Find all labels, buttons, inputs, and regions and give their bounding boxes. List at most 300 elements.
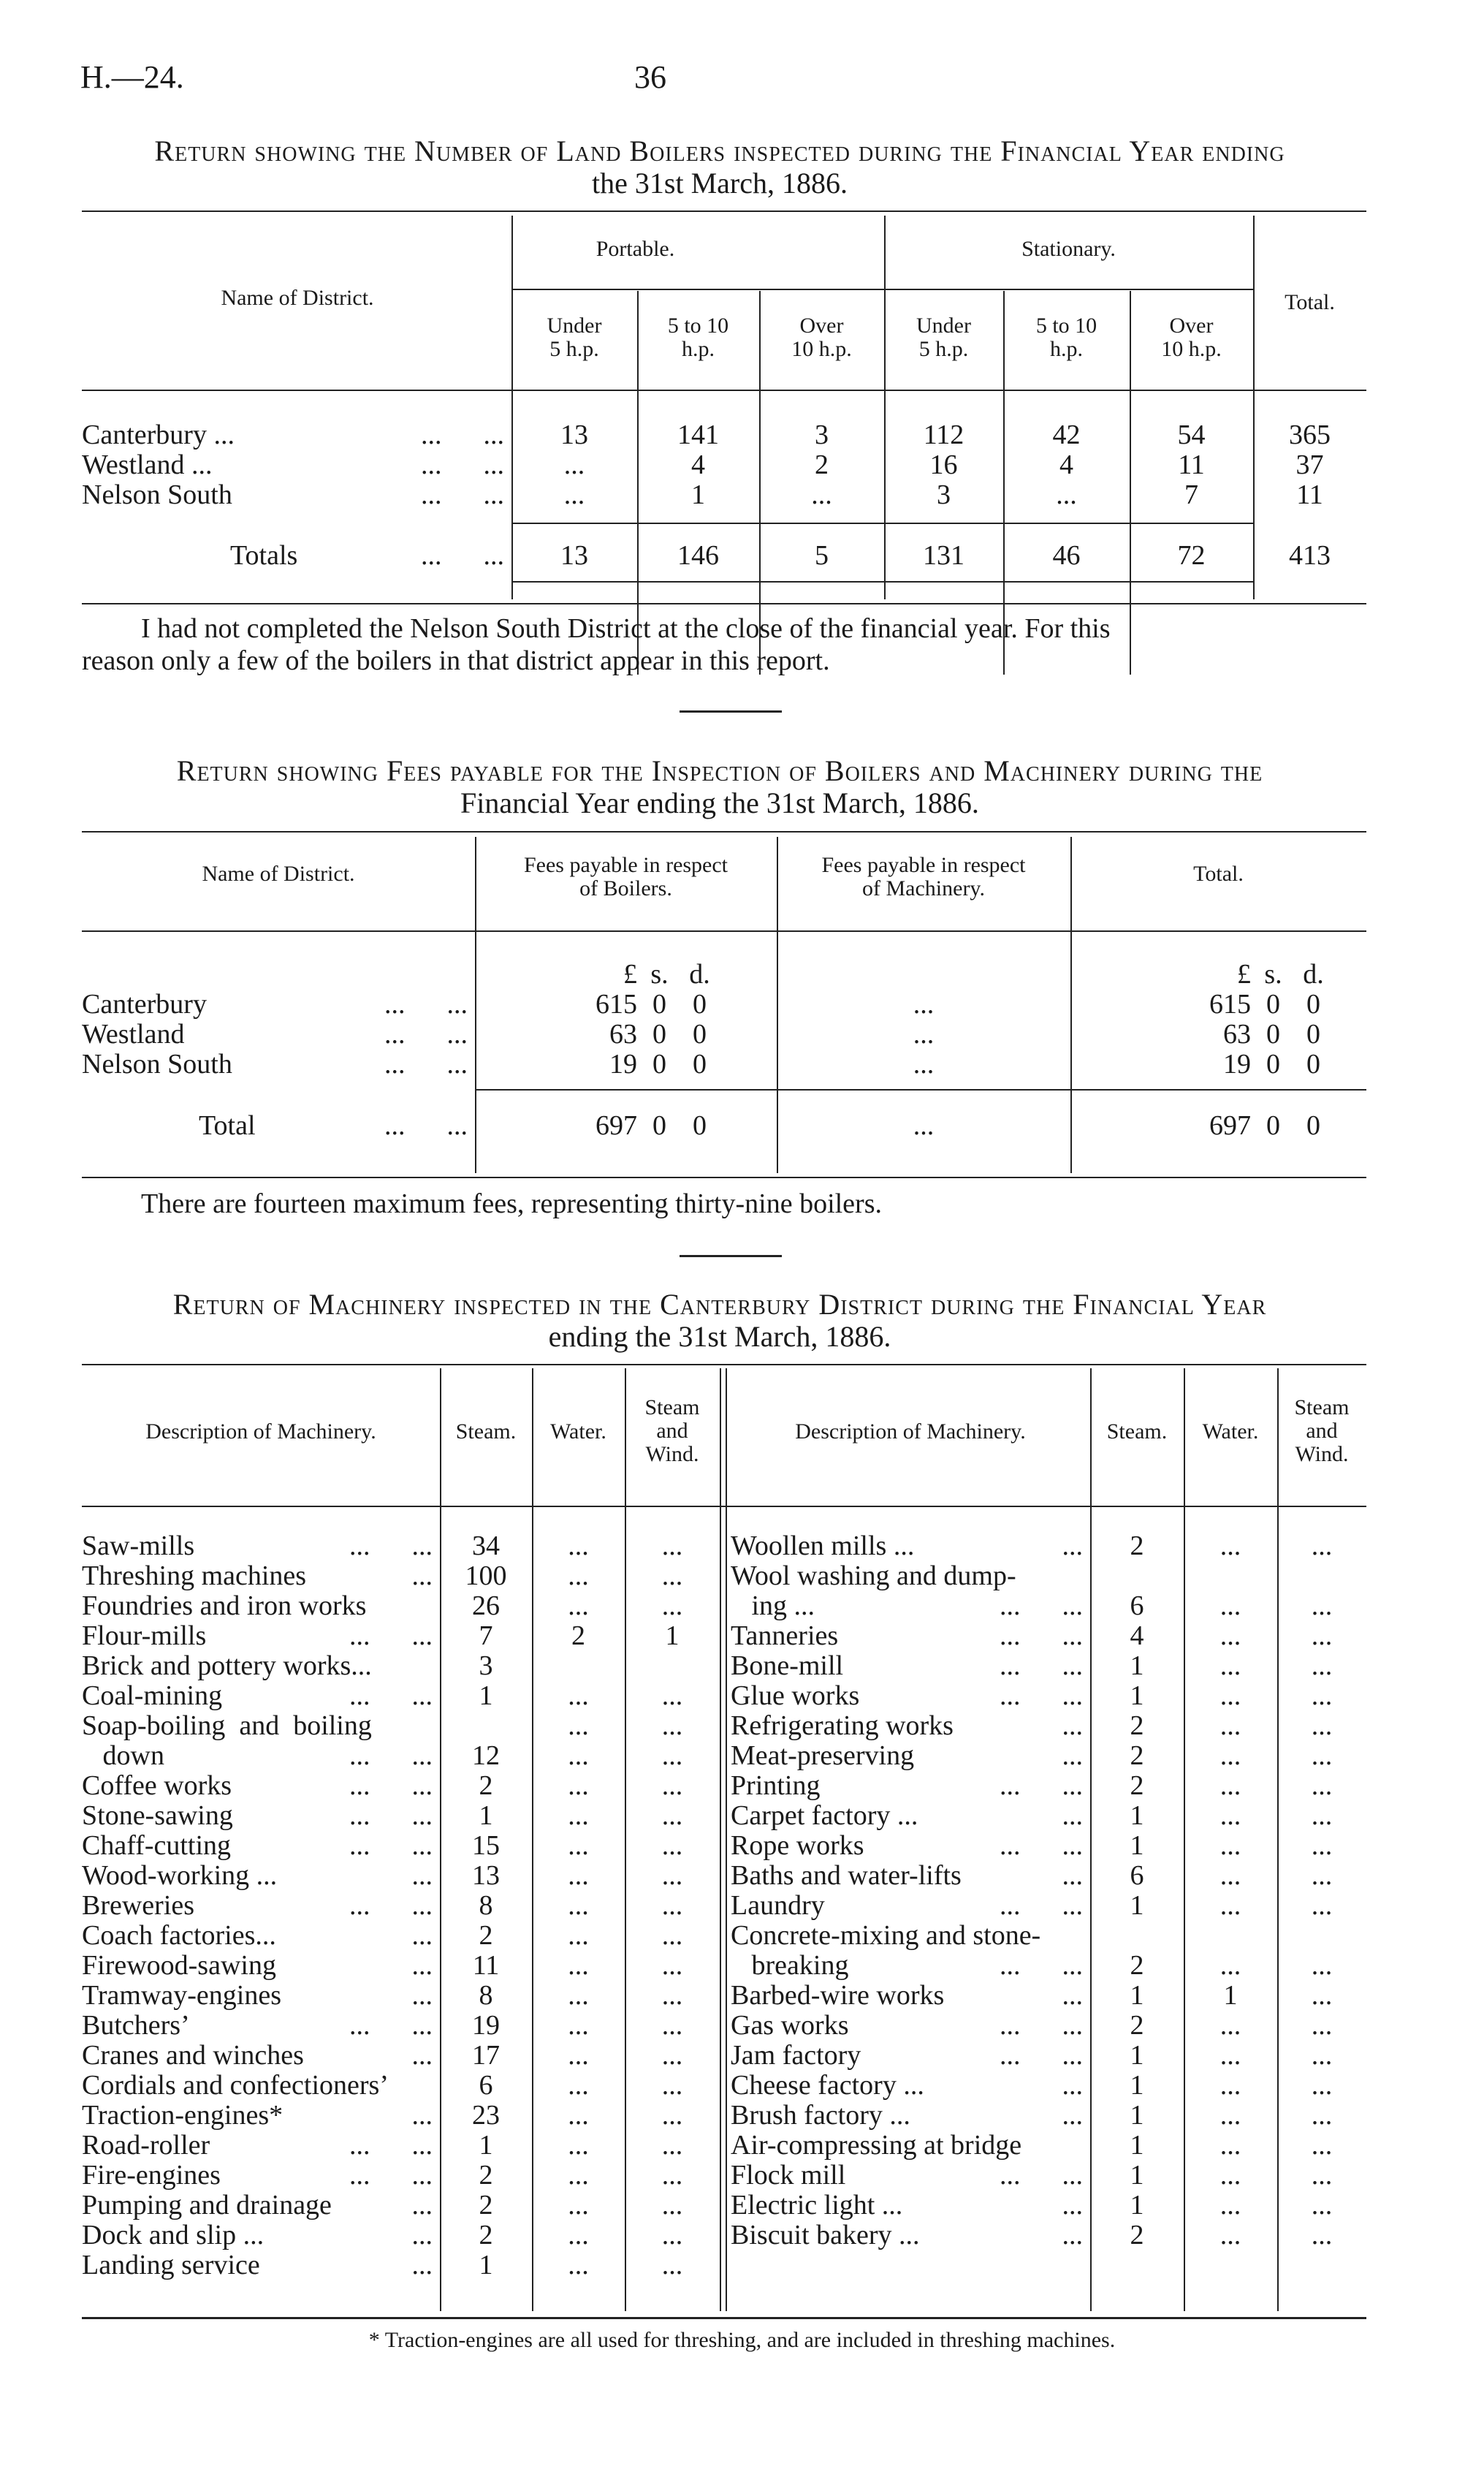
machinery-left-row-water: ... [568,1560,589,1591]
machinery-left-row-steam-wind: ... [661,2220,683,2250]
machinery-left-row-description: Fire-engines [82,2160,221,2191]
machinery-left-row-water: 2 [571,1620,585,1651]
machinery-left-row-leader: ... ... [349,1890,433,1921]
machinery-right-row-steam-wind: ... [1311,1800,1333,1831]
fees-row-pence: 0 [693,1019,707,1050]
boilers-row-district: Westland ... [82,450,213,480]
section-divider [680,710,782,713]
machinery-top-rule [82,1364,1366,1365]
machinery-left-row-description: Coach factories... [82,1920,276,1951]
machinery-left-row-description: Butchers’ [82,2010,190,2041]
fees-row-machinery: ... [913,1019,935,1050]
boilers-title-line2: the 31st March, 1886. [592,167,848,200]
machinery-left-row-description: Threshing machines [82,1560,307,1591]
machinery-left-row-description: Foundries and iron works [82,1590,367,1621]
machinery-left-row-steam-wind: ... [661,1890,683,1921]
machinery-right-row-steam-wind: ... [1311,2220,1333,2250]
fees-row-pounds: 63 [609,1019,637,1050]
fees-row-total-pence: 0 [1306,1049,1320,1080]
machinery-bottom-rule [82,2317,1366,2319]
boilers-cell: 1 [691,479,705,510]
boilers-subheader: h.p. [1050,337,1083,361]
machinery-left-row-water: ... [568,2010,589,2041]
fees-total-machinery: ... [913,1110,935,1141]
machinery-left-row-water: ... [568,1830,589,1861]
machinery-right-row-leader: ... [1062,1531,1083,1561]
machinery-right-row-description: Concrete-mixing and stone- [731,1920,1041,1951]
boilers-col-total: Total. [1285,290,1335,314]
machinery-right-row-description: Glue works [731,1680,860,1711]
machinery-right-row-leader: ... ... [1000,1770,1083,1801]
machinery-left-row-steam: 1 [479,1800,493,1831]
machinery-left-row-description: Tramway-engines [82,1980,281,2011]
machinery-left-row-steam: 2 [479,2220,493,2250]
machinery-right-row-water: ... [1219,1531,1241,1561]
machinery-left-row-steam-wind: ... [661,1950,683,1981]
machinery-right-row-leader: ... ... [1000,1650,1083,1681]
fees-total-shillings: 0 [652,1110,666,1141]
boilers-cell: 3 [815,420,829,450]
machinery-right-row-water: ... [1219,1890,1241,1921]
machinery-left-row-description: Pumping and drainage [82,2190,332,2220]
machinery-left-row-water: ... [568,2040,589,2071]
boilers-col-district: Name of District. [221,286,374,310]
machinery-left-row-water: ... [568,1890,589,1921]
machinery-right-row-steam: 2 [1130,1770,1144,1801]
boilers-cell: 11 [1178,450,1205,480]
machinery-right-row-water: ... [1219,1740,1241,1771]
machinery-left-row-steam-wind: ... [661,1531,683,1561]
boilers-totals-cell: 146 [677,540,719,571]
machinery-right-row-steam: 1 [1130,1800,1144,1831]
fees-row-shillings: 0 [652,989,666,1020]
fees-col-total: Total. [1193,862,1244,886]
machinery-left-row-steam-wind: ... [661,1740,683,1771]
boilers-group-stationary: Stationary. [1021,237,1116,261]
machinery-left-row-description: Cordials and confectioners’ [82,2070,389,2101]
fees-total-label: Total [199,1110,256,1141]
machinery-left-row-steam: 7 [479,1620,493,1651]
boilers-group-portable: Portable. [595,237,675,261]
machinery-left-col-steam: Steam. [455,1419,517,1444]
machinery-left-row-leader: ... ... [349,1620,433,1651]
machinery-right-row-water: ... [1219,1710,1241,1741]
boilers-totals-cell: 72 [1177,540,1206,571]
boilers-totals-cell: 413 [1289,540,1331,571]
fees-row-leader: ... ... [384,989,468,1020]
machinery-left-row-steam-wind: ... [661,1590,683,1621]
fees-col-machinery: Fees payable in respect [821,853,1026,877]
machinery-right-row-water: ... [1219,1680,1241,1711]
machinery-left-row-water: ... [568,1920,589,1951]
boilers-totals-cell: 131 [923,540,964,571]
machinery-right-row-steam-wind: ... [1311,2190,1333,2220]
machinery-left-row-water: ... [568,1740,589,1771]
machinery-left-row-leader: ... ... [349,1740,433,1771]
machinery-right-row-steam: 6 [1130,1860,1144,1891]
machinery-left-row-water: ... [568,1531,589,1561]
page-number: 36 [634,59,666,95]
machinery-right-row-steam-wind: ... [1311,1980,1333,2011]
machinery-right-row-steam-wind: ... [1311,1740,1333,1771]
machinery-right-row-leader: ... [1062,1860,1083,1891]
machinery-right-row-steam: 1 [1130,2070,1144,2101]
machinery-left-row-water: ... [568,1860,589,1891]
fees-note: There are fourteen maximum fees, representing thirty-nine boilers. [141,1188,882,1219]
machinery-right-row-steam: 2 [1130,1710,1144,1741]
machinery-left-row-steam-wind: ... [661,1560,683,1591]
machinery-right-row-leader: ... ... [1000,1680,1083,1711]
machinery-right-row-steam: 1 [1130,1980,1144,2011]
boilers-cell: 112 [923,420,964,450]
machinery-left-row-water: ... [568,2220,589,2250]
fees-row-total-pence: 0 [1306,1019,1320,1050]
boilers-subheader: Over [1169,314,1214,338]
boilers-subheader: h.p. [682,337,715,361]
machinery-left-row-leader: ... ... [349,2130,433,2161]
machinery-right-row-steam: 2 [1130,2010,1144,2041]
machinery-left-row-steam-wind: ... [661,1800,683,1831]
boilers-row-leader: ... ... [421,450,504,480]
machinery-right-row-description: Air-compressing at bridge [731,2130,1022,2161]
machinery-right-row-description: Electric light ... [731,2190,903,2220]
boilers-cell: 365 [1289,420,1331,450]
machinery-left-row-description: Coal-mining [82,1680,223,1711]
boilers-row-leader: ... ... [421,479,504,510]
machinery-right-row-description: Barbed-wire works [731,1980,945,2011]
fees-row-machinery: ... [913,1049,935,1080]
fees-header-bottom-rule [82,930,1366,932]
machinery-left-row-steam: 1 [479,1680,493,1711]
machinery-right-row-description: Printing [731,1770,821,1801]
machinery-left-row-water: ... [568,2070,589,2101]
boilers-cell: 4 [1059,450,1073,480]
machinery-right-row-steam: 1 [1130,1650,1144,1681]
machinery-left-row-description: Flour-mills [82,1620,207,1651]
boilers-subheader-rule [511,289,1253,290]
machinery-right-row-steam: 2 [1130,1740,1144,1771]
machinery-right-row-water: ... [1219,1650,1241,1681]
machinery-right-row-steam-wind: ... [1311,2130,1333,2161]
machinery-right-row-steam-wind: ... [1311,2070,1333,2101]
boilers-cell: 7 [1184,479,1198,510]
machinery-left-row-water: ... [568,2100,589,2131]
machinery-left-row-leader: ... [411,1980,433,2011]
boilers-cell: 11 [1296,479,1323,510]
machinery-right-row-steam: 2 [1130,1531,1144,1561]
machinery-right-row-steam: 1 [1130,1680,1144,1711]
machinery-right-row-steam: 1 [1130,2160,1144,2191]
boilers-cell: 16 [929,450,958,480]
fees-row-total-shillings: 0 [1266,1049,1280,1080]
boilers-row-district: Canterbury ... [82,420,235,450]
boilers-subheader: Over [799,314,844,338]
fees-title-line1: Return showing Fees payable for the Inspection of Boilers and Machinery during the [176,754,1263,787]
machinery-right-row-leader: ... ... [1000,1590,1083,1621]
boilers-cell: 2 [815,450,829,480]
machinery-left-row-steam-wind: ... [661,1920,683,1951]
machinery-right-row-description: Brush factory ... [731,2100,910,2131]
machinery-left-row-description: Road-roller [82,2130,210,2161]
boilers-subheader: 5 to 10 [1035,314,1097,338]
machinery-left-row-description: Wood-working ... [82,1860,278,1891]
machinery-left-row-steam: 2 [479,1920,493,1951]
machinery-right-row-description: Baths and water-lifts [731,1860,962,1891]
machinery-right-row-leader: ... [1062,2070,1083,2101]
machinery-left-row-leader: ... [411,2040,433,2071]
boilers-cell: 37 [1295,450,1324,480]
machinery-right-row-steam: 1 [1130,2190,1144,2220]
machinery-left-row-leader: ... [411,2250,433,2280]
machinery-right-row-leader: ... ... [1000,1620,1083,1651]
fees-col-boilers: of Boilers. [579,876,672,900]
machinery-right-row-water: ... [1219,1620,1241,1651]
machinery-left-row-water: ... [568,1950,589,1981]
machinery-left-row-steam: 3 [479,1650,493,1681]
machinery-left-row-steam-wind: 1 [665,1620,680,1651]
fees-row-total-shillings: 0 [1266,989,1280,1020]
boilers-cell: 141 [677,420,719,450]
machinery-right-row-water: ... [1219,1590,1241,1621]
machinery-right-row-description: Rope works [731,1830,864,1861]
boilers-subheader: 10 h.p. [1161,337,1222,361]
machinery-left-row-steam: 17 [472,2040,500,2071]
machinery-right-row-steam-wind: ... [1311,1710,1333,1741]
machinery-left-row-water: ... [568,1680,589,1711]
boilers-totals-cell: 5 [815,540,829,571]
machinery-left-row-steam-wind: ... [661,1770,683,1801]
machinery-left-row-description: Brick and pottery works... [82,1650,372,1681]
fees-total-unit-pounds: £ [1237,959,1251,990]
machinery-right-row-description: Biscuit bakery ... [731,2220,920,2250]
page-header-reference: H.—24. [80,59,184,95]
machinery-left-row-steam: 1 [479,2130,493,2161]
machinery-right-row-leader: ... [1062,1740,1083,1771]
machinery-right-row-description: Gas works [731,2010,849,2041]
boilers-cell: ... [1056,479,1077,510]
machinery-left-row-steam-wind: ... [661,2070,683,2101]
machinery-left-row-leader: ... [411,2220,433,2250]
machinery-left-row-steam-wind: ... [661,1980,683,2011]
machinery-right-row-steam: 2 [1130,2220,1144,2250]
machinery-left-row-steam: 6 [479,2070,493,2101]
machinery-left-row-steam: 15 [472,1830,500,1861]
boilers-row-leader: ... ... [421,420,504,450]
machinery-left-row-description: Breweries [82,1890,195,1921]
boilers-subheader: Under [547,314,602,338]
machinery-left-row-leader: ... [411,1560,433,1591]
fees-total-rule [475,1089,1366,1091]
machinery-right-row-steam-wind: ... [1311,2010,1333,2041]
machinery-left-row-description: Dock and slip ... [82,2220,265,2250]
machinery-right-row-description: ing ... [731,1590,815,1621]
machinery-right-row-leader: ... ... [1000,1890,1083,1921]
machinery-right-row-water: 1 [1223,1980,1238,2011]
machinery-left-row-steam-wind: ... [661,2250,683,2280]
machinery-right-row-description: Tanneries [731,1620,839,1651]
boilers-cell: 3 [937,479,951,510]
fees-total-pounds: 697 [595,1110,637,1141]
machinery-right-row-water: ... [1219,1950,1241,1981]
boilers-header-bottom-rule [82,390,1366,391]
fees-total-total-pounds: 697 [1209,1110,1251,1141]
boilers-bottom-rule [82,603,1366,604]
machinery-right-row-description: Jam factory [731,2040,861,2071]
fees-bottom-rule [82,1177,1366,1178]
machinery-right-row-leader: ... ... [1000,1950,1083,1981]
machinery-right-row-steam-wind: ... [1311,2040,1333,2071]
machinery-left-row-leader: ... [411,2100,433,2131]
fees-row-total-pounds: 615 [1209,989,1251,1020]
machinery-footnote: * Traction-engines are all used for threshing, and are included in threshing machines. [368,2328,1116,2352]
machinery-right-row-steam-wind: ... [1311,1650,1333,1681]
machinery-right-row-steam: 2 [1130,1950,1144,1981]
machinery-left-row-description: Saw-mills [82,1531,195,1561]
machinery-title-line2: ending the 31st March, 1886. [548,1320,891,1353]
machinery-left-row-description: Landing service [82,2250,260,2280]
fees-total-pence: 0 [693,1110,707,1141]
machinery-left-row-steam: 1 [479,2250,493,2280]
machinery-left-row-steam: 12 [472,1740,500,1771]
machinery-left-row-description: Soap-boiling and boiling [82,1710,372,1741]
machinery-right-row-water: ... [1219,1770,1241,1801]
fees-col-machinery: of Machinery. [862,876,985,900]
machinery-right-row-leader: ... [1062,1980,1083,2011]
machinery-right-row-steam-wind: ... [1311,1770,1333,1801]
machinery-left-row-steam-wind: ... [661,1860,683,1891]
machinery-left-row-leader: ... [411,1950,433,1981]
machinery-left-col-description: Description of Machinery. [145,1419,376,1444]
fees-row-total-pounds: 63 [1223,1019,1251,1050]
machinery-right-row-steam-wind: ... [1311,1590,1333,1621]
machinery-left-row-description: Firewood-sawing [82,1950,276,1981]
machinery-right-row-leader: ... [1062,2100,1083,2131]
boilers-note-line1: I had not completed the Nelson South District at the close of the financial year. For this [141,613,1111,644]
machinery-right-row-water: ... [1219,2220,1241,2250]
fees-row-leader: ... ... [384,1049,468,1080]
machinery-left-row-steam-wind: ... [661,1830,683,1861]
fees-total-leader: ... ... [384,1110,468,1141]
machinery-right-row-water: ... [1219,2070,1241,2101]
machinery-left-row-description: down [82,1740,164,1771]
machinery-right-row-description: breaking [731,1950,849,1981]
machinery-right-row-description: Refrigerating works [731,1710,954,1741]
machinery-right-row-water: ... [1219,2040,1241,2071]
machinery-right-row-leader: ... [1062,2220,1083,2250]
fees-row-pence: 0 [693,989,707,1020]
boilers-totals-bottom-rule [511,581,1253,583]
machinery-left-row-steam: 2 [479,2190,493,2220]
machinery-right-row-description: Laundry [731,1890,825,1921]
machinery-right-row-steam-wind: ... [1311,1620,1333,1651]
fees-col-boilers: Fees payable in respect [523,853,728,877]
machinery-left-row-water: ... [568,1770,589,1801]
machinery-right-row-steam: 1 [1130,2100,1144,2131]
machinery-right-row-water: ... [1219,1800,1241,1831]
machinery-right-row-steam-wind: ... [1311,2100,1333,2131]
fees-row-total-pence: 0 [1306,989,1320,1020]
machinery-left-row-water: ... [568,2250,589,2280]
machinery-left-row-leader: ... ... [349,2010,433,2041]
machinery-left-row-steam-wind: ... [661,2040,683,2071]
machinery-right-row-leader: ... [1062,1710,1083,1741]
machinery-left-row-leader: ... ... [349,1531,433,1561]
fees-unit-shillings: s. [650,959,669,990]
machinery-right-row-description: Wool washing and dump- [731,1560,1016,1591]
boilers-cell: 42 [1052,420,1081,450]
machinery-right-row-steam: 1 [1130,1890,1144,1921]
machinery-right-row-water: ... [1219,1860,1241,1891]
machinery-left-row-leader: ... [411,1860,433,1891]
fees-row-total-shillings: 0 [1266,1019,1280,1050]
machinery-left-col-steam-wind: Steam [644,1395,700,1419]
machinery-column-rule [720,1368,721,2311]
machinery-right-row-leader: ... ... [1000,2160,1083,2191]
fees-row-pence: 0 [693,1049,707,1080]
fees-col-district: Name of District. [202,862,355,886]
machinery-right-row-leader: ... [1062,2190,1083,2220]
machinery-left-row-steam: 2 [479,2160,493,2191]
machinery-left-row-description: Coffee works [82,1770,232,1801]
fees-unit-pence: d. [689,959,710,990]
boilers-totals-cell: 46 [1052,540,1081,571]
machinery-right-row-water: ... [1219,1830,1241,1861]
machinery-left-col-water: Water. [550,1419,606,1444]
machinery-left-row-steam-wind: ... [661,2190,683,2220]
machinery-left-row-steam-wind: ... [661,2010,683,2041]
machinery-right-row-description: Flock mill [731,2160,846,2191]
machinery-right-row-leader: ... ... [1000,2010,1083,2041]
machinery-header-bottom-rule [82,1506,1366,1507]
machinery-right-row-water: ... [1219,2010,1241,2041]
boilers-subheader: 5 to 10 [667,314,729,338]
machinery-left-row-leader: ... [411,1920,433,1951]
machinery-right-col-steam-wind: Steam [1294,1395,1350,1419]
boilers-subheader: 10 h.p. [791,337,852,361]
machinery-left-row-leader: ... ... [349,1680,433,1711]
fees-row-shillings: 0 [652,1049,666,1080]
machinery-column-rule [726,1368,727,2311]
machinery-right-row-steam-wind: ... [1311,1531,1333,1561]
machinery-left-row-water: ... [568,1980,589,2011]
boilers-subheader: 5 h.p. [918,337,969,361]
fees-row-total-pounds: 19 [1223,1049,1251,1080]
machinery-left-row-water: ... [568,2130,589,2161]
machinery-left-row-water: ... [568,1710,589,1741]
machinery-right-row-steam-wind: ... [1311,1950,1333,1981]
machinery-right-row-description: Carpet factory ... [731,1800,918,1831]
machinery-left-row-steam-wind: ... [661,2100,683,2131]
machinery-right-row-description: Cheese factory ... [731,2070,924,2101]
section-divider [680,1255,782,1257]
machinery-left-row-steam: 8 [479,1980,493,2011]
machinery-left-col-steam-wind: Wind. [645,1442,699,1466]
machinery-right-row-water: ... [1219,2190,1241,2220]
machinery-left-row-steam: 13 [472,1860,500,1891]
machinery-left-row-steam: 23 [472,2100,500,2131]
machinery-left-row-steam: 11 [472,1950,500,1981]
fees-total-total-shillings: 0 [1266,1110,1280,1141]
boilers-note-line2: reason only a few of the boilers in that district appear in this report. [82,645,830,676]
machinery-left-row-steam: 26 [472,1590,500,1621]
boilers-cell: 13 [560,420,588,450]
machinery-left-row-water: ... [568,1800,589,1831]
machinery-right-row-steam: 1 [1130,2130,1144,2161]
machinery-right-row-steam: 4 [1130,1620,1144,1651]
machinery-left-row-description: Traction-engines* [82,2100,284,2131]
fees-title-line2: Financial Year ending the 31st March, 1886. [460,786,979,819]
machinery-right-row-description: Bone-mill [731,1650,844,1681]
